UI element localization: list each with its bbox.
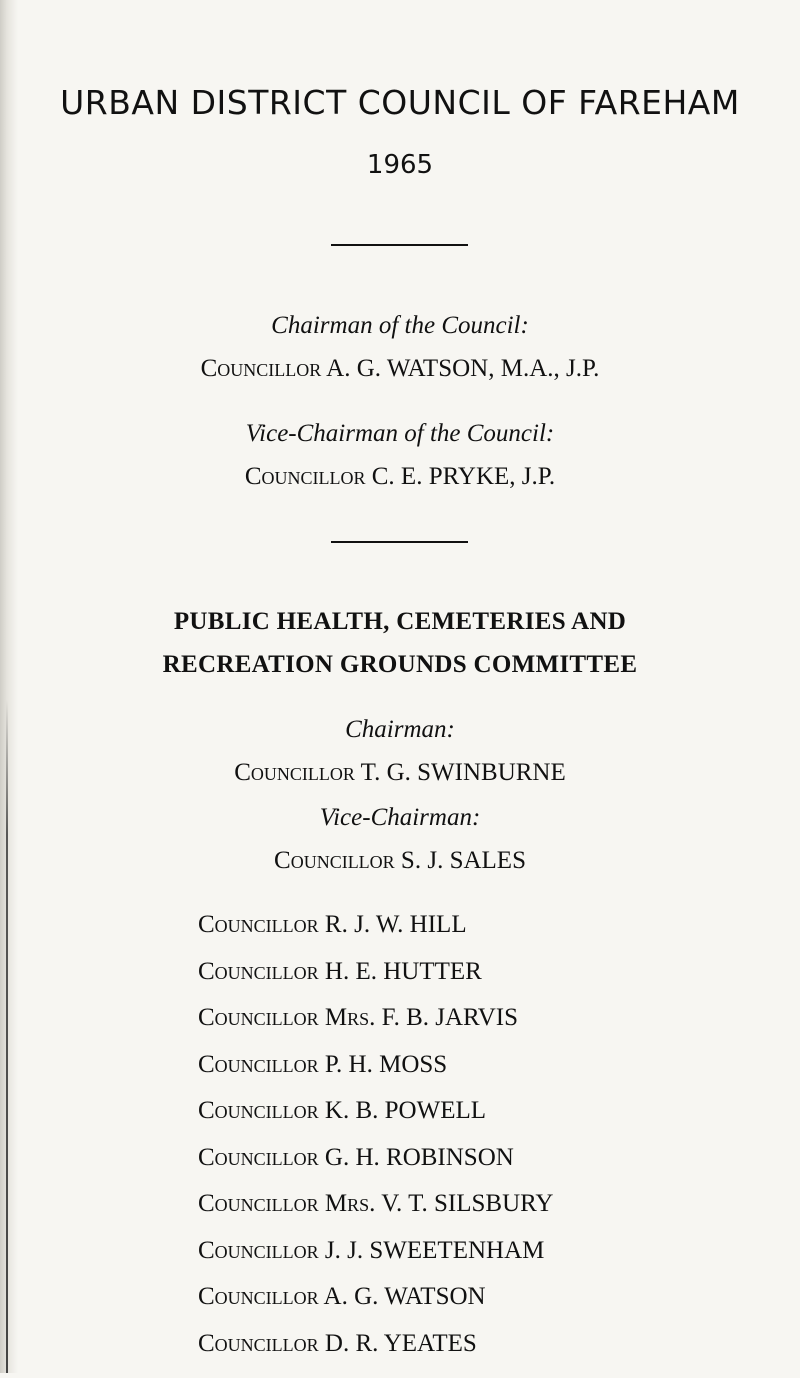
- list-item: Councillor H. E. HUTTER: [198, 960, 554, 1007]
- document-title: URBAN DISTRICT COUNCIL OF FAREHAM: [0, 83, 800, 122]
- council-chairman-role: Chairman of the Council:: [0, 312, 800, 340]
- list-item: Councillor G. H. ROBINSON: [198, 1146, 554, 1193]
- committee-heading-line2: RECREATION GROUNDS COMMITTEE: [0, 651, 800, 679]
- list-item: Councillor K. B. POWELL: [198, 1099, 554, 1146]
- list-item: Councillor A. G. WATSON: [198, 1285, 554, 1332]
- committee-vice-chairman-role: Vice-Chairman:: [0, 804, 800, 832]
- committee-chairman-role: Chairman:: [0, 716, 800, 744]
- list-item: Councillor Mrs. F. B. JARVIS: [198, 1006, 554, 1053]
- council-chairman-name: Councillor A. G. WATSON, M.A., J.P.: [0, 355, 800, 383]
- committee-chairman-name: Councillor T. G. SWINBURNE: [0, 759, 800, 787]
- committee-members-list: [198, 913, 554, 1378]
- list-item: Councillor Mrs. V. T. SILSBURY: [198, 1192, 554, 1239]
- list-item: Councillor J. J. SWEETENHAM: [198, 1239, 554, 1286]
- list-item: Councillor P. H. MOSS: [198, 1053, 554, 1100]
- committee-vice-chairman-name: Councillor S. J. SALES: [0, 847, 800, 875]
- document-year: 1965: [0, 150, 800, 180]
- list-item: Councillor R. J. W. HILL: [198, 913, 554, 960]
- divider-middle: [331, 541, 468, 543]
- council-vice-chairman-role: Vice-Chairman of the Council:: [0, 420, 800, 448]
- committee-heading-line1: PUBLIC HEALTH, CEMETERIES AND: [0, 608, 800, 636]
- list-item: Councillor D. R. YEATES: [198, 1332, 554, 1378]
- council-vice-chairman-name: Councillor C. E. PRYKE, J.P.: [0, 463, 800, 491]
- divider-top: [331, 244, 468, 246]
